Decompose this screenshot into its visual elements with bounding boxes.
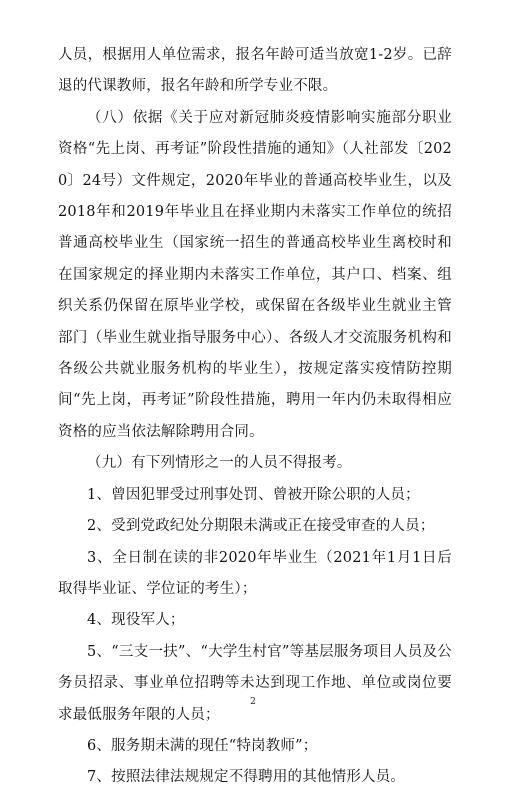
list-item-4: 4、现役军人； <box>87 612 185 629</box>
document-body <box>58 40 452 794</box>
paragraph-item-8: （八）依据《关于应对新冠肺炎疫情影响实施部分职业资格“先上岗、再考证”阶段性措施的通知》（人社部发〔2020〕24号）文件规定，2020年毕业的普通高校毕业生，以及2018年和2019年毕业且在择业期内未落实工作单位的统招普通高校毕业生（国家统一招生的普通高校毕业生离校时和在国家规定的择业期内未落实工作单位，其户口、档案、组织关系仍保留在原毕业学校，或保留在各级毕业生就业主管部门（毕业生就业指导服务中心）、各级人才交流服务机构和各级公共就业服务机构的毕业生），按规定落实疫情防控期间“先上岗，再考证”阶段性措施，聘用一年内仍未取得相应资格的应当依法解除聘用合同。 <box>58 109 452 440</box>
list-item-5: 5、“三支一扶”、“大学生村官”等基层服务项目人员及公务员招录、事业单位招聘等未达到现工作地、单位或岗位要求最低服务年限的人员； <box>58 643 452 723</box>
list-item-3: 3、全日制在读的非2020年毕业生（2021年1月1日后取得毕业证、学位证的考生）； <box>58 549 452 597</box>
paragraph-continuation: 人员，根据用人单位需求，报名年龄可适当放宽1-2岁。已辞退的代课教师，报名年龄和所学专业不限。 <box>58 47 452 95</box>
list-item-7: 7、按照法律法规规定不得聘用的其他情形人员。 <box>87 769 406 786</box>
list-item-6: 6、服务期未满的现任“特岗教师”； <box>87 737 318 754</box>
page-number: 2 <box>250 697 256 707</box>
paragraph-item-9: （九）有下列情形之一的人员不得报考。 <box>87 455 352 472</box>
list-item-1: 1、曾因犯罪受过刑事处罚、曾被开除公职的人员； <box>87 486 420 503</box>
list-item-2: 2、受到党政纪处分期限未满或正在接受审查的人员； <box>87 518 435 535</box>
